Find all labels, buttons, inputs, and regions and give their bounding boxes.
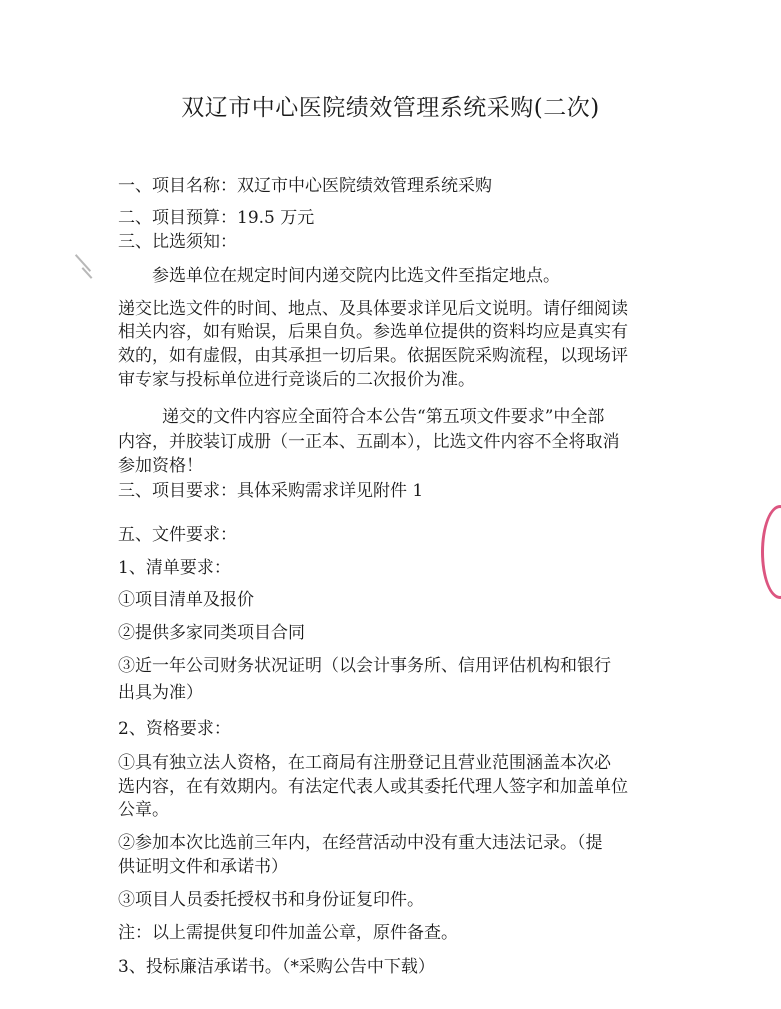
document-title: 双辽市中心医院绩效管理系统采购(二次) bbox=[181, 95, 600, 121]
list-item: ①项目清单及报价 bbox=[118, 590, 254, 610]
section-heading: 三、比选须知： bbox=[118, 232, 237, 252]
body-text-line: 相关内容，如有贻误，后果自负。参选单位提供的资料均应是真实有 bbox=[118, 322, 628, 342]
body-text-line: 递交比选文件的时间、地点、及具体要求详见后文说明。请仔细阅读 bbox=[118, 299, 628, 319]
list-item: ②提供多家同类项目合同 bbox=[118, 623, 305, 643]
body-text-line: 递交的文件内容应全面符合本公告“第五项文件要求”中全部 bbox=[162, 407, 605, 427]
body-text-line: 内容，并胶装订成册（一正本、五副本），比选文件内容不全将取消 bbox=[118, 432, 620, 452]
red-stamp-edge bbox=[761, 505, 781, 599]
body-text-line: 效的，如有虚假，由其承担一切后果。依据医院采购流程，以现场评 bbox=[118, 346, 628, 366]
list-item: ③项目人员委托授权书和身份证复印件。 bbox=[118, 890, 424, 910]
subsection-heading: 1、清单要求： bbox=[118, 558, 231, 578]
project-requirement-line: 三、项目要求：具体采购需求详见附件 1 bbox=[118, 481, 424, 501]
list-item: 选内容，在有效期内。有法定代表人或其委托代理人签字和加盖单位 bbox=[118, 777, 628, 797]
body-text-line: 参加资格！ bbox=[118, 456, 203, 476]
subsection-heading: 2、资格要求： bbox=[118, 719, 231, 739]
body-text-line: 审专家与投标单位进行竞谈后的二次报价为准。 bbox=[118, 370, 475, 390]
list-item: 出具为准） bbox=[118, 683, 203, 703]
list-item: 公章。 bbox=[118, 800, 169, 820]
subsection-heading: 3、投标廉洁承诺书。（*采购公告中下载） bbox=[118, 957, 435, 977]
body-text-line: 参选单位在规定时间内递交院内比选文件至指定地点。 bbox=[152, 266, 560, 286]
list-item: ①具有独立法人资格，在工商局有注册登记且营业范围涵盖本次必 bbox=[118, 753, 611, 773]
list-item: 供证明文件和承诺书） bbox=[118, 857, 288, 877]
note-line: 注：以上需提供复印件加盖公章，原件备查。 bbox=[118, 923, 458, 943]
section-heading: 五、文件要求： bbox=[118, 525, 237, 545]
project-name-line: 一、项目名称：双辽市中心医院绩效管理系统采购 bbox=[118, 176, 492, 196]
list-item: ③近一年公司财务状况证明（以会计事务所、信用评估机构和银行 bbox=[118, 656, 611, 676]
project-budget-line: 二、项目预算：19.5 万元 bbox=[118, 208, 315, 228]
list-item: ②参加本次比选前三年内，在经营活动中没有重大违法记录。（提 bbox=[118, 833, 603, 853]
